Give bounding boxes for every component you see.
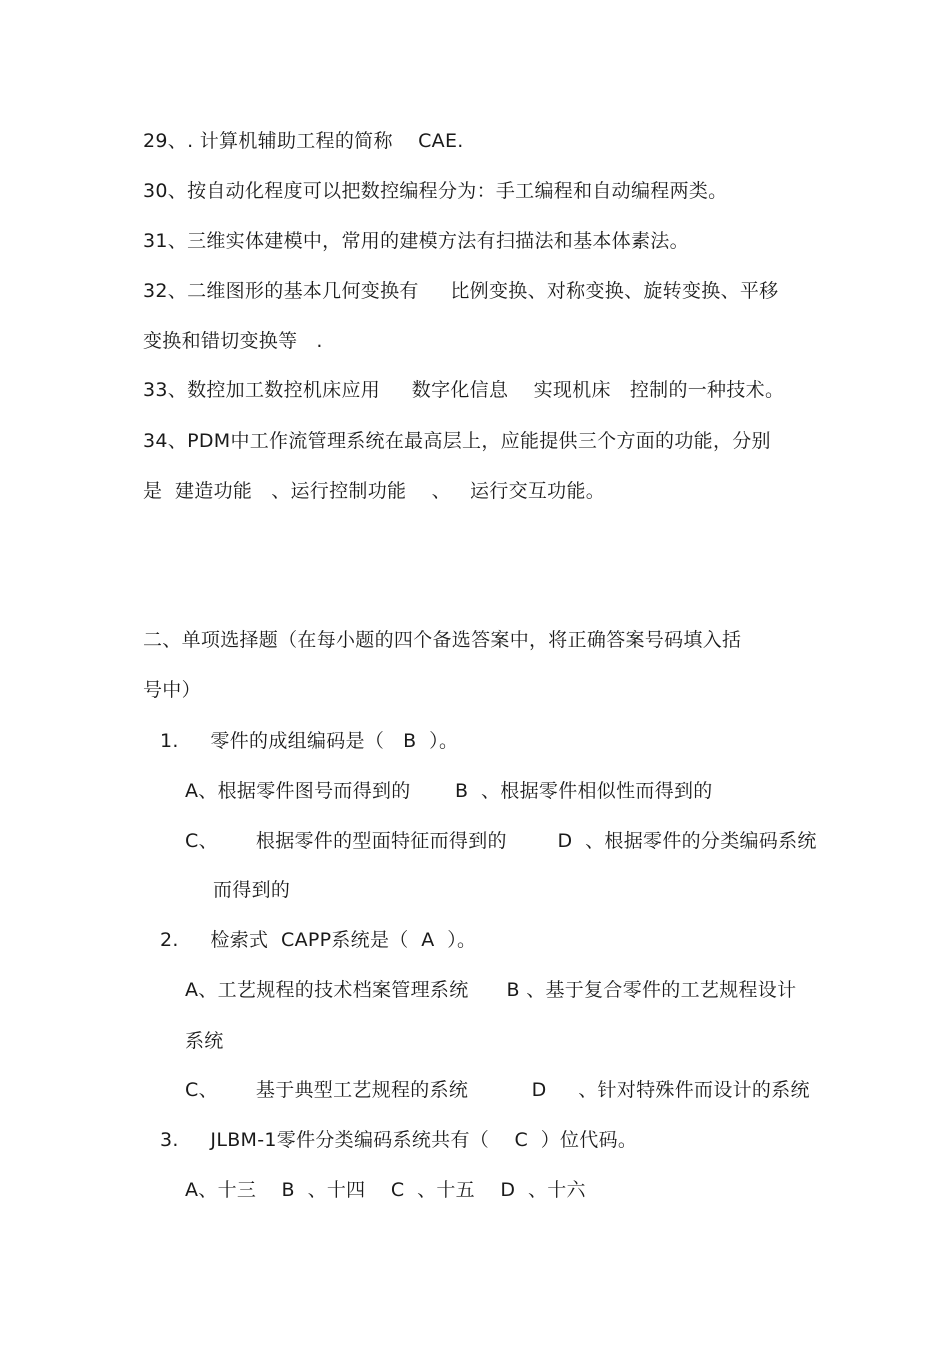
question-31: 31、三维实体建模中，常用的建模方法有扫描法和基本体素法。 — [143, 230, 689, 252]
mc-question-2-options-line1: A、工艺规程的技术档案管理系统 B 、基于复合零件的工艺规程设计 — [185, 979, 797, 1001]
mc-question-3-stem: 3. JLBM-1零件分类编码系统共有（ C ）位代码。 — [160, 1129, 638, 1151]
section-heading-line2: 号中） — [143, 679, 201, 701]
question-34-line1: 34、PDM中工作流管理系统在最高层上，应能提供三个方面的功能，分别 — [143, 430, 771, 452]
mc-question-1-options-line2: C、 根据零件的型面特征而得到的 D 、根据零件的分类编码系统 — [185, 830, 817, 852]
mc-question-3-options-line1: A、十三 B 、十四 C 、十五 D 、十六 — [185, 1179, 586, 1201]
mc-question-2-options-line2: 系统 — [185, 1030, 224, 1052]
question-32-line2: 变换和错切变换等 . — [143, 330, 323, 352]
mc-question-1-options-line3: 而得到的 — [213, 879, 291, 901]
mc-question-2-stem: 2. 检索式 CAPP系统是（ A ）。 — [160, 929, 477, 951]
question-34-line2: 是 建造功能 、运行控制功能 、 运行交互功能。 — [143, 480, 606, 502]
mc-question-1-stem: 1. 零件的成组编码是（ B ）。 — [160, 730, 459, 752]
mc-question-1-options-line1: A、根据零件图号而得到的 B 、根据零件相似性而得到的 — [185, 780, 713, 802]
question-29: 29、. 计算机辅助工程的简称 CAE. — [143, 130, 464, 152]
section-heading-line1: 二、单项选择题（在每小题的四个备选答案中，将正确答案号码填入括 — [143, 629, 742, 651]
question-33: 33、数控加工数控机床应用 数字化信息 实现机床 控制的一种技术。 — [143, 379, 785, 401]
mc-question-2-options-line3: C、 基于典型工艺规程的系统 D 、针对特殊件而设计的系统 — [185, 1079, 810, 1101]
question-32-line1: 32、二维图形的基本几何变换有 比例变换、对称变换、旋转变换、平移 — [143, 280, 779, 302]
question-30: 30、按自动化程度可以把数控编程分为：手工编程和自动编程两类。 — [143, 180, 728, 202]
